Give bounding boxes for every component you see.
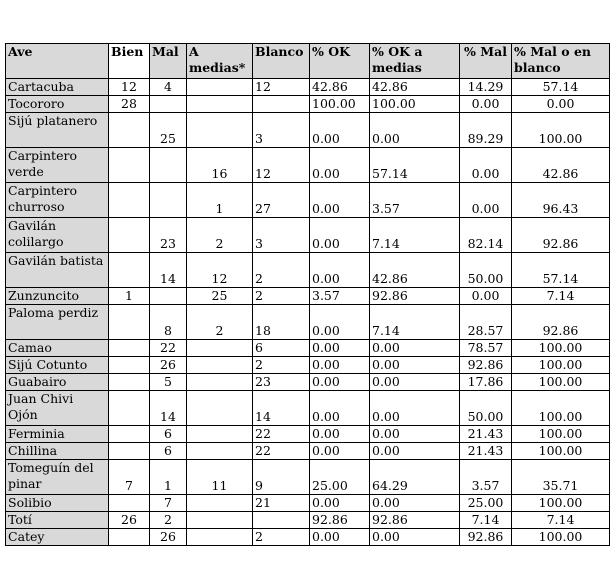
cell-pct-ok-a-medias: 92.86 xyxy=(370,288,460,305)
cell-blanco: 6 xyxy=(253,340,310,357)
cell-pct-mal: 21.43 xyxy=(460,426,512,443)
cell-pct-mal-o-blanco: 57.14 xyxy=(512,79,610,96)
cell-ave: Zunzuncito xyxy=(6,288,109,305)
cell-bien: 28 xyxy=(109,96,150,113)
cell-a-medias: 2 xyxy=(187,305,253,340)
cell-pct-ok: 3.57 xyxy=(310,288,370,305)
cell-blanco: 2 xyxy=(253,288,310,305)
cell-blanco: 2 xyxy=(253,529,310,546)
cell-ave: Tomeguín del pinar xyxy=(6,460,109,495)
cell-pct-ok-a-medias: 64.29 xyxy=(370,460,460,495)
cell-pct-ok: 0.00 xyxy=(310,113,370,148)
cell-bien: 1 xyxy=(109,288,150,305)
cell-ave: Catey xyxy=(6,529,109,546)
header-bien: Bien xyxy=(109,44,150,79)
cell-pct-ok-a-medias: 0.00 xyxy=(370,374,460,391)
cell-mal: 26 xyxy=(150,529,187,546)
cell-a-medias xyxy=(187,357,253,374)
cell-mal: 26 xyxy=(150,357,187,374)
cell-mal xyxy=(150,96,187,113)
cell-bien: 26 xyxy=(109,512,150,529)
cell-pct-mal-o-blanco: 92.86 xyxy=(512,218,610,253)
cell-pct-mal-o-blanco: 100.00 xyxy=(512,357,610,374)
table-row xyxy=(6,357,610,374)
cell-pct-ok-a-medias: 3.57 xyxy=(370,183,460,218)
cell-ave: Paloma perdiz xyxy=(6,305,109,340)
table-row xyxy=(6,426,610,443)
cell-bien xyxy=(109,218,150,253)
table-row xyxy=(6,529,610,546)
cell-a-medias: 11 xyxy=(187,460,253,495)
cell-a-medias: 16 xyxy=(187,148,253,183)
cell-mal: 4 xyxy=(150,79,187,96)
cell-pct-mal-o-blanco: 57.14 xyxy=(512,253,610,288)
cell-pct-ok: 92.86 xyxy=(310,512,370,529)
cell-pct-mal-o-blanco: 35.71 xyxy=(512,460,610,495)
cell-pct-ok: 0.00 xyxy=(310,305,370,340)
cell-bien xyxy=(109,148,150,183)
cell-blanco: 12 xyxy=(253,148,310,183)
table-row xyxy=(6,288,610,305)
cell-pct-mal-o-blanco: 100.00 xyxy=(512,374,610,391)
cell-pct-mal: 92.86 xyxy=(460,357,512,374)
cell-pct-ok: 25.00 xyxy=(310,460,370,495)
cell-a-medias xyxy=(187,512,253,529)
header-mal: Mal xyxy=(150,44,187,79)
table-row xyxy=(6,495,610,512)
cell-ave: Solibio xyxy=(6,495,109,512)
cell-bien xyxy=(109,495,150,512)
cell-a-medias xyxy=(187,79,253,96)
cell-pct-mal: 92.86 xyxy=(460,529,512,546)
cell-blanco: 9 xyxy=(253,460,310,495)
table-row xyxy=(6,340,610,357)
cell-pct-ok: 0.00 xyxy=(310,340,370,357)
cell-pct-ok: 0.00 xyxy=(310,495,370,512)
cell-ave: Tocororo xyxy=(6,96,109,113)
cell-mal: 25 xyxy=(150,113,187,148)
cell-ave: Chillina xyxy=(6,443,109,460)
cell-pct-mal: 3.57 xyxy=(460,460,512,495)
cell-pct-ok-a-medias: 0.00 xyxy=(370,357,460,374)
header-pct-mal-o-blanco: % Mal o en blanco xyxy=(512,44,610,79)
table-row xyxy=(6,253,610,288)
cell-pct-mal-o-blanco: 42.86 xyxy=(512,148,610,183)
cell-pct-mal: 25.00 xyxy=(460,495,512,512)
cell-pct-mal: 0.00 xyxy=(460,288,512,305)
cell-pct-mal-o-blanco: 0.00 xyxy=(512,96,610,113)
cell-bien xyxy=(109,426,150,443)
cell-ave: Guabairo xyxy=(6,374,109,391)
cell-pct-ok-a-medias: 100.00 xyxy=(370,96,460,113)
cell-pct-mal: 21.43 xyxy=(460,443,512,460)
cell-pct-mal-o-blanco: 7.14 xyxy=(512,288,610,305)
cell-pct-mal-o-blanco: 100.00 xyxy=(512,391,610,426)
cell-pct-mal-o-blanco: 100.00 xyxy=(512,113,610,148)
cell-pct-mal: 7.14 xyxy=(460,512,512,529)
cell-pct-mal-o-blanco: 100.00 xyxy=(512,495,610,512)
table-row xyxy=(6,374,610,391)
cell-blanco: 12 xyxy=(253,79,310,96)
cell-pct-ok-a-medias: 92.86 xyxy=(370,512,460,529)
header-row xyxy=(6,44,610,79)
table-row xyxy=(6,183,610,218)
cell-a-medias xyxy=(187,340,253,357)
cell-blanco: 14 xyxy=(253,391,310,426)
cell-bien xyxy=(109,183,150,218)
cell-bien xyxy=(109,357,150,374)
header-ave: Ave xyxy=(6,44,109,79)
cell-bien: 7 xyxy=(109,460,150,495)
cell-bien: 12 xyxy=(109,79,150,96)
cell-blanco: 2 xyxy=(253,253,310,288)
cell-pct-ok-a-medias: 0.00 xyxy=(370,113,460,148)
cell-mal: 22 xyxy=(150,340,187,357)
cell-pct-mal: 0.00 xyxy=(460,183,512,218)
table-row xyxy=(6,79,610,96)
cell-a-medias xyxy=(187,443,253,460)
cell-pct-mal-o-blanco: 100.00 xyxy=(512,340,610,357)
table-row xyxy=(6,512,610,529)
cell-pct-mal-o-blanco: 100.00 xyxy=(512,443,610,460)
cell-a-medias: 1 xyxy=(187,183,253,218)
cell-blanco: 22 xyxy=(253,443,310,460)
table-row xyxy=(6,305,610,340)
cell-mal: 14 xyxy=(150,253,187,288)
cell-blanco: 22 xyxy=(253,426,310,443)
cell-pct-ok-a-medias: 0.00 xyxy=(370,391,460,426)
cell-ave: Carpintero churroso xyxy=(6,183,109,218)
cell-ave: Gavilán batista xyxy=(6,253,109,288)
cell-pct-ok-a-medias: 0.00 xyxy=(370,340,460,357)
cell-a-medias: 25 xyxy=(187,288,253,305)
cell-pct-mal: 50.00 xyxy=(460,391,512,426)
cell-pct-mal: 0.00 xyxy=(460,96,512,113)
cell-pct-ok-a-medias: 0.00 xyxy=(370,426,460,443)
cell-pct-mal: 17.86 xyxy=(460,374,512,391)
cell-bien xyxy=(109,340,150,357)
cell-pct-ok: 0.00 xyxy=(310,391,370,426)
cell-mal: 1 xyxy=(150,460,187,495)
cell-mal: 5 xyxy=(150,374,187,391)
table-row xyxy=(6,443,610,460)
cell-pct-ok: 100.00 xyxy=(310,96,370,113)
cell-mal: 6 xyxy=(150,426,187,443)
cell-mal: 23 xyxy=(150,218,187,253)
cell-pct-ok: 0.00 xyxy=(310,426,370,443)
cell-pct-mal-o-blanco: 96.43 xyxy=(512,183,610,218)
cell-a-medias xyxy=(187,529,253,546)
table-row xyxy=(6,148,610,183)
header-a-medias: A medias* xyxy=(187,44,253,79)
cell-bien xyxy=(109,443,150,460)
cell-a-medias xyxy=(187,374,253,391)
table-row xyxy=(6,218,610,253)
cell-ave: Sijú Cotunto xyxy=(6,357,109,374)
cell-pct-ok: 0.00 xyxy=(310,443,370,460)
cell-ave: Camao xyxy=(6,340,109,357)
cell-pct-ok-a-medias: 0.00 xyxy=(370,529,460,546)
cell-blanco: 21 xyxy=(253,495,310,512)
cell-pct-mal: 89.29 xyxy=(460,113,512,148)
cell-pct-ok-a-medias: 0.00 xyxy=(370,443,460,460)
cell-bien xyxy=(109,253,150,288)
header-blanco: Blanco xyxy=(253,44,310,79)
cell-bien xyxy=(109,374,150,391)
table-row xyxy=(6,460,610,495)
cell-pct-ok: 0.00 xyxy=(310,183,370,218)
cell-pct-mal-o-blanco: 100.00 xyxy=(512,426,610,443)
cell-pct-mal: 50.00 xyxy=(460,253,512,288)
header-pct-mal: % Mal xyxy=(460,44,512,79)
header-pct-ok: % OK xyxy=(310,44,370,79)
cell-pct-mal: 28.57 xyxy=(460,305,512,340)
cell-mal: 8 xyxy=(150,305,187,340)
cell-ave: Juan Chivi Ojón xyxy=(6,391,109,426)
cell-blanco: 23 xyxy=(253,374,310,391)
cell-pct-ok: 0.00 xyxy=(310,148,370,183)
cell-bien xyxy=(109,529,150,546)
cell-ave: Cartacuba xyxy=(6,79,109,96)
table-row xyxy=(6,113,610,148)
cell-pct-ok-a-medias: 42.86 xyxy=(370,79,460,96)
cell-blanco: 27 xyxy=(253,183,310,218)
cell-blanco xyxy=(253,512,310,529)
cell-pct-ok-a-medias: 42.86 xyxy=(370,253,460,288)
cell-mal: 14 xyxy=(150,391,187,426)
cell-a-medias: 2 xyxy=(187,218,253,253)
cell-ave: Gavilán colilargo xyxy=(6,218,109,253)
cell-pct-mal-o-blanco: 92.86 xyxy=(512,305,610,340)
cell-mal: 7 xyxy=(150,495,187,512)
cell-bien xyxy=(109,391,150,426)
cell-pct-ok-a-medias: 7.14 xyxy=(370,305,460,340)
cell-bien xyxy=(109,113,150,148)
cell-blanco xyxy=(253,96,310,113)
cell-ave: Totí xyxy=(6,512,109,529)
cell-pct-mal: 0.00 xyxy=(460,148,512,183)
table-body xyxy=(6,79,610,546)
cell-pct-mal: 82.14 xyxy=(460,218,512,253)
cell-pct-ok: 0.00 xyxy=(310,529,370,546)
cell-pct-ok-a-medias: 57.14 xyxy=(370,148,460,183)
cell-a-medias xyxy=(187,426,253,443)
cell-pct-ok-a-medias: 0.00 xyxy=(370,495,460,512)
cell-blanco: 3 xyxy=(253,113,310,148)
cell-ave: Ferminia xyxy=(6,426,109,443)
cell-ave: Carpintero verde xyxy=(6,148,109,183)
cell-blanco: 2 xyxy=(253,357,310,374)
cell-mal: 6 xyxy=(150,443,187,460)
cell-pct-ok: 0.00 xyxy=(310,374,370,391)
cell-mal xyxy=(150,288,187,305)
cell-a-medias xyxy=(187,495,253,512)
cell-blanco: 18 xyxy=(253,305,310,340)
table-row xyxy=(6,391,610,426)
cell-mal xyxy=(150,183,187,218)
header-pct-ok-a-medias: % OK a medias xyxy=(370,44,460,79)
cell-pct-ok: 42.86 xyxy=(310,79,370,96)
cell-pct-ok: 0.00 xyxy=(310,253,370,288)
cell-pct-mal: 78.57 xyxy=(460,340,512,357)
cell-pct-mal-o-blanco: 100.00 xyxy=(512,529,610,546)
cell-mal xyxy=(150,148,187,183)
cell-ave: Sijú platanero xyxy=(6,113,109,148)
cell-bien xyxy=(109,305,150,340)
cell-a-medias xyxy=(187,96,253,113)
cell-a-medias xyxy=(187,113,253,148)
cell-pct-mal: 14.29 xyxy=(460,79,512,96)
cell-pct-ok: 0.00 xyxy=(310,357,370,374)
cell-mal: 2 xyxy=(150,512,187,529)
cell-blanco: 3 xyxy=(253,218,310,253)
cell-pct-mal-o-blanco: 7.14 xyxy=(512,512,610,529)
cell-a-medias: 12 xyxy=(187,253,253,288)
table-row xyxy=(6,96,610,113)
cell-a-medias xyxy=(187,391,253,426)
cell-pct-ok-a-medias: 7.14 xyxy=(370,218,460,253)
cell-pct-ok: 0.00 xyxy=(310,218,370,253)
bird-results-table xyxy=(5,43,610,546)
